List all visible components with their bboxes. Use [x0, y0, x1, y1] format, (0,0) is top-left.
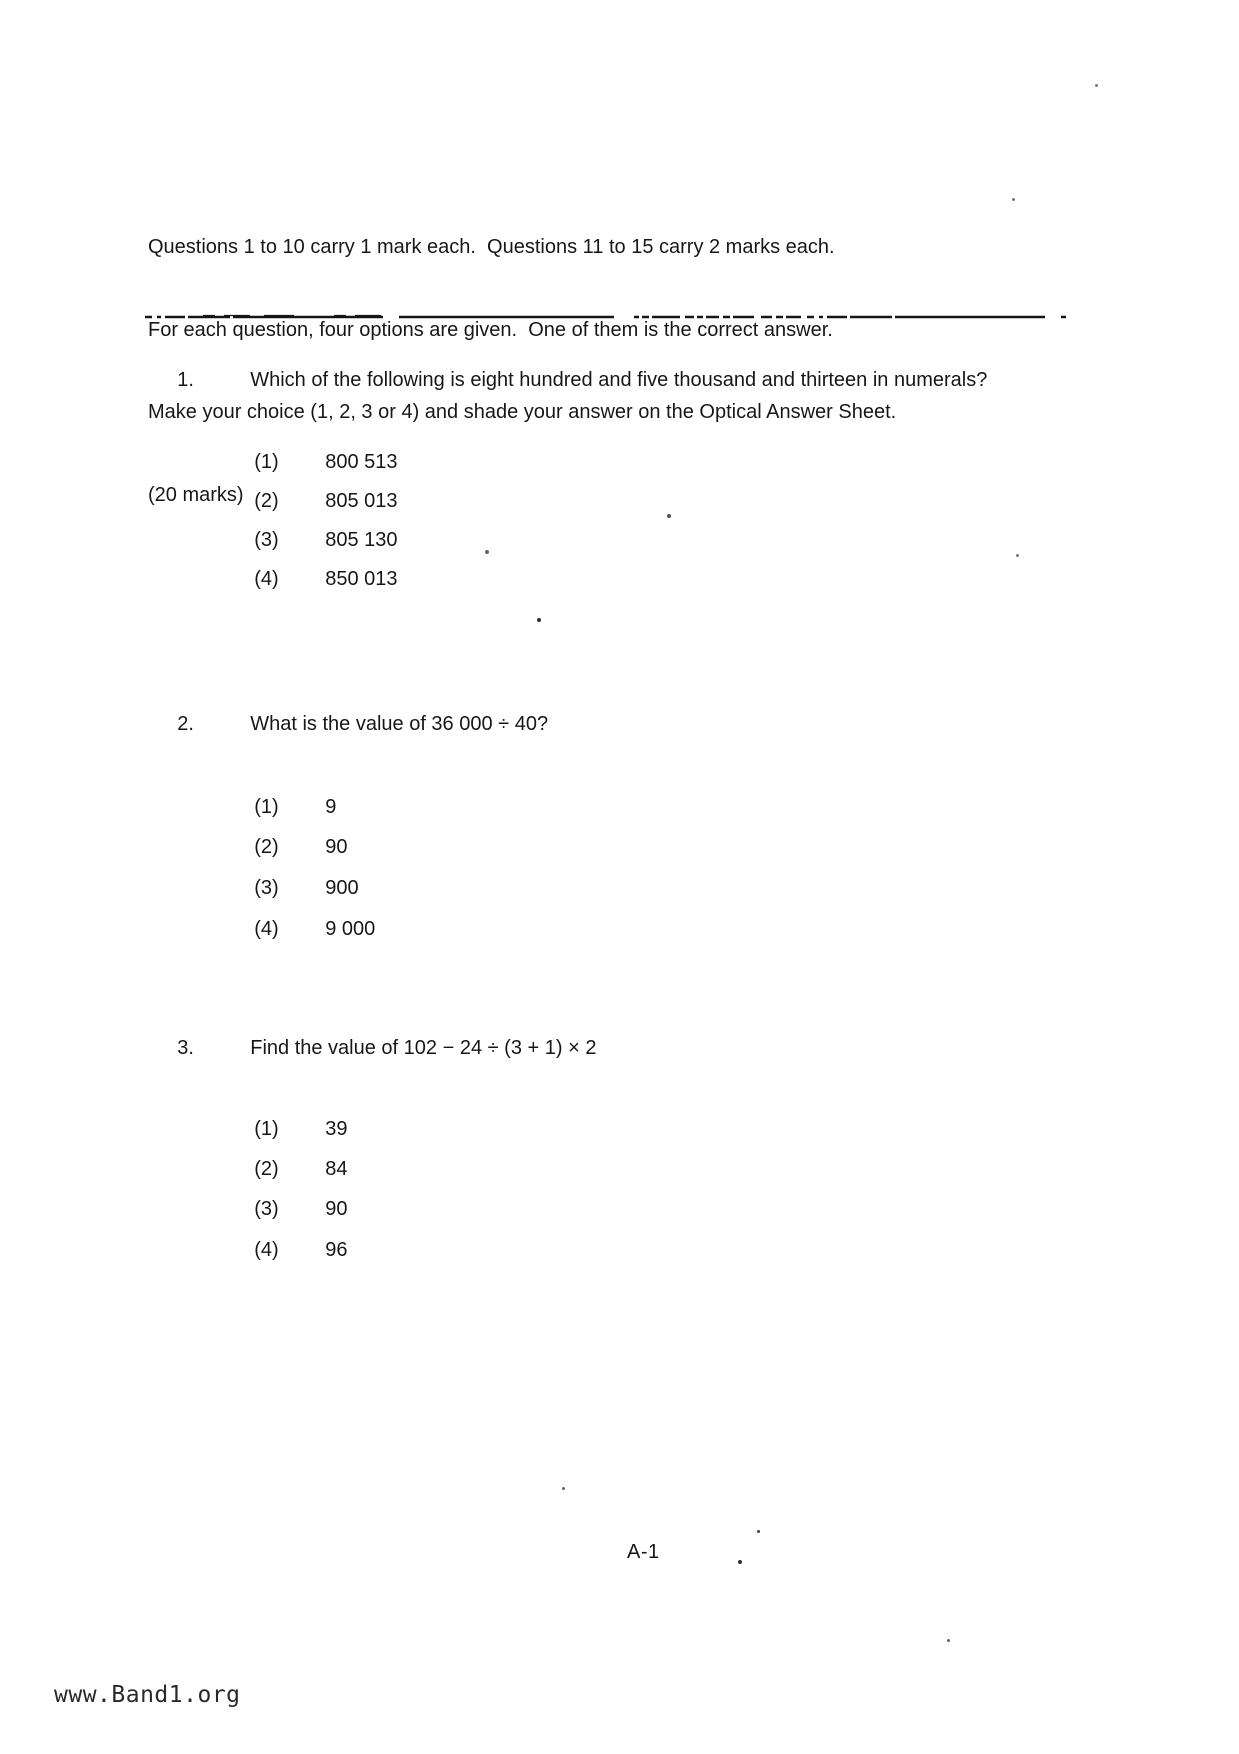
- option-value: 805 130: [325, 529, 398, 551]
- question-text: What is the value of 36 000 ÷ 40?: [250, 713, 549, 735]
- question-1: [155, 346, 987, 415]
- scan-speck: [1095, 84, 1098, 87]
- option-label: (4): [254, 918, 279, 940]
- option-value: 9: [325, 796, 337, 818]
- scan-speck: [485, 550, 489, 554]
- option-label: (1): [254, 451, 279, 473]
- instructions-line-1: Questions 1 to 10 carry 1 mark each. Questions 11 to 15 carry 2 marks each.: [148, 236, 835, 258]
- question-2: [155, 690, 548, 759]
- option-value: 39: [325, 1118, 348, 1140]
- option-label: (4): [254, 568, 279, 590]
- option-label: (3): [254, 1198, 279, 1220]
- option-label: (3): [254, 877, 279, 899]
- scan-speck: [537, 618, 541, 622]
- question-2-option-4: [232, 895, 375, 964]
- scan-speck: [562, 1487, 565, 1490]
- question-number: 3.: [177, 1037, 194, 1059]
- option-label: (2): [254, 490, 279, 512]
- scan-speck: [947, 1639, 950, 1642]
- question-3-option-4: [232, 1216, 347, 1285]
- option-label: (2): [254, 836, 279, 858]
- instructions-marks: (20 marks): [148, 483, 244, 506]
- question-text: Find the value of 102 − 24 ÷ (3 + 1) × 2: [250, 1037, 597, 1059]
- watermark-url: www.Band1.org: [54, 1682, 241, 1708]
- question-1-option-4: [232, 545, 398, 614]
- instructions-line-3: Make your choice (1, 2, 3 or 4) and shade your answer on the Optical Answer Sheet.: [148, 401, 897, 423]
- option-label: (1): [254, 1118, 279, 1140]
- option-label: (2): [254, 1158, 279, 1180]
- option-value: 90: [325, 836, 348, 858]
- option-label: (4): [254, 1239, 279, 1261]
- question-3: [155, 1014, 596, 1083]
- scan-speck: [738, 1560, 742, 1564]
- separator-rule: [143, 308, 1068, 326]
- option-value: 96: [325, 1239, 348, 1261]
- instructions-line-2: For each question, four options are given. One of them is the correct answer.: [148, 318, 833, 341]
- option-value: 90: [325, 1198, 348, 1220]
- question-number: 1.: [177, 369, 194, 391]
- scan-speck: [757, 1530, 760, 1533]
- question-number: 2.: [177, 713, 194, 735]
- option-label: (1): [254, 796, 279, 818]
- scan-speck: [1012, 198, 1015, 201]
- page-number: A-1: [627, 1541, 660, 1563]
- option-value: 9 000: [325, 918, 376, 940]
- scan-speck: [667, 514, 671, 518]
- option-value: 84: [325, 1158, 348, 1180]
- scan-speck: [1016, 554, 1019, 557]
- option-value: 900: [325, 877, 359, 899]
- option-value: 800 513: [325, 451, 398, 473]
- option-value: 805 013: [325, 490, 398, 512]
- option-value: 850 013: [325, 568, 398, 590]
- question-text: Which of the following is eight hundred and five thousand and thirteen in numerals?: [250, 369, 988, 391]
- option-label: (3): [254, 529, 279, 551]
